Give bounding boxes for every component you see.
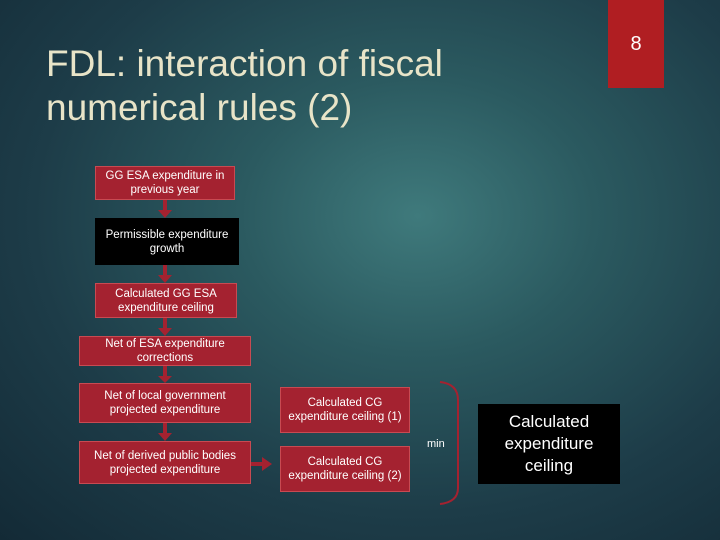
slide-title: FDL: interaction of fiscal numerical rules (2) (46, 43, 443, 128)
arrow-down-4-icon (158, 366, 172, 383)
arrow-down-5-icon (158, 423, 172, 441)
arrow-down-1-icon (158, 200, 172, 218)
flow-box-derived-public-bodies: Net of derived public bodies projected expenditure (79, 441, 251, 484)
flow-box-permissible-growth: Permissible expenditure growth (95, 218, 239, 265)
arrow-down-2-icon (158, 265, 172, 283)
flow-box-local-government: Net of local government projected expenditure (79, 383, 251, 423)
arrow-right-icon (250, 457, 272, 471)
flow-box-ge-esa-previous-year: GG ESA expenditure in previous year (95, 166, 235, 200)
flow-box-result: Calculated expenditure ceiling (478, 404, 620, 484)
slide-number: 8 (608, 0, 664, 88)
min-label: min (427, 438, 445, 450)
flow-box-cg-ceiling-1: Calculated CG expenditure ceiling (1) (280, 387, 410, 433)
flow-box-esa-corrections: Net of ESA expenditure corrections (79, 336, 251, 366)
arrow-down-3-icon (158, 318, 172, 336)
flow-box-calculated-gg-ceiling: Calculated GG ESA expenditure ceiling (95, 283, 237, 318)
flow-box-cg-ceiling-2: Calculated CG expenditure ceiling (2) (280, 446, 410, 492)
